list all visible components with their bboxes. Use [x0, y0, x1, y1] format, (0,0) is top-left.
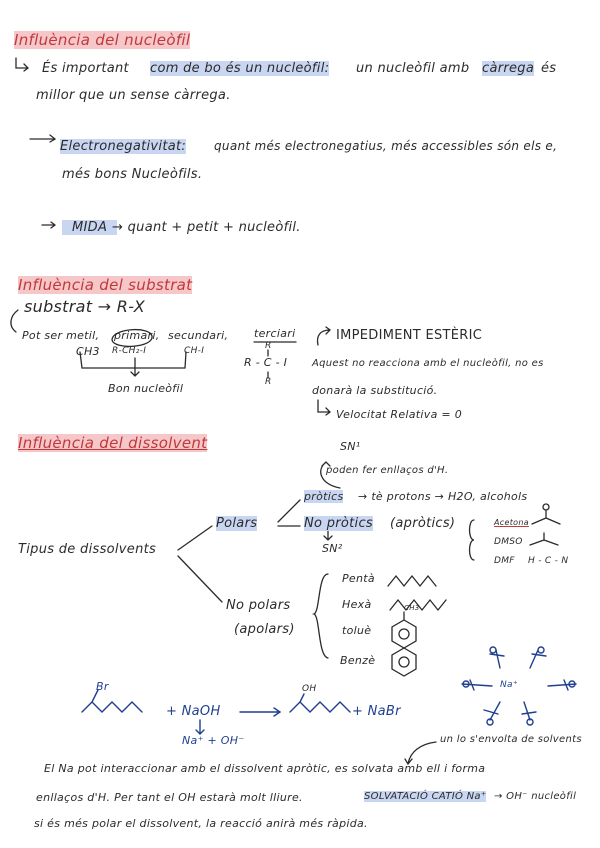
- text-tipus: Tipus de dissolvents: [18, 542, 157, 557]
- text-poden: poden fer enllaços d'H.: [326, 465, 449, 476]
- arrow-mida: [42, 222, 55, 228]
- reaction-arrow: [240, 708, 280, 716]
- text-hexa: Hexà: [342, 598, 372, 611]
- text-important-c: un nucleòfil amb: [356, 61, 470, 76]
- branch-nopolars: [178, 556, 222, 602]
- arrow-electro: [30, 135, 55, 142]
- title-dissolvent: Influència del dissolvent: [18, 434, 208, 452]
- label-electronegativitat: Electronegativitat:: [60, 139, 187, 154]
- text-important-e: és: [541, 61, 557, 76]
- text-ch3: CH3: [76, 345, 100, 358]
- text-velocitat: Velocitat Relativa = 0: [336, 408, 463, 421]
- text-paragraph-1: El Na pot interaccionar amb el dissolvent apròtic, es solvata amb ell i forma: [44, 762, 486, 775]
- hook-arrow-1: [16, 58, 28, 71]
- arrow-impediment: [318, 327, 331, 345]
- text-sn1: SN¹: [340, 440, 361, 453]
- text-acetona: Acetona: [494, 518, 529, 527]
- text-dmf-struct: H - C - N: [528, 556, 569, 566]
- text-terciari: terciari: [254, 327, 296, 340]
- text-nabr: + NaBr: [352, 704, 401, 719]
- struct-r-top: R: [265, 341, 272, 351]
- text-r-ch2-i: R-CH₂-I: [112, 346, 147, 356]
- text-na-center: Na⁺: [500, 680, 518, 690]
- text-un-lo: un lo s'envolta de solvents: [440, 734, 582, 745]
- brace-aprotics: [470, 520, 475, 560]
- text-penta: Pentà: [342, 572, 375, 585]
- arrow-down-primari: [131, 358, 139, 376]
- text-oh: OH: [302, 684, 317, 694]
- text-dmso: DMSO: [494, 537, 523, 547]
- text-no-protics: No pròtics: [304, 516, 373, 531]
- text-electronegativitat: quant més electronegatius, més accessibles són els e,: [214, 139, 558, 153]
- text-substrat: substrat → R-X: [24, 297, 145, 316]
- solvent-6: [522, 702, 536, 720]
- text-important-a: És important: [42, 61, 129, 76]
- text-pot-ser: Pot ser metil,: [22, 329, 100, 342]
- branch-protics: [278, 500, 300, 522]
- branch-polars: [178, 526, 212, 550]
- text-protics-detail: → tè protons → H2O, alcohols: [358, 490, 528, 503]
- title-nucleofil: Influència del nucleòfil: [14, 31, 191, 49]
- title-substrat: Influència del substrat: [18, 276, 193, 294]
- text-tolue: toluè: [342, 624, 372, 637]
- toluene-ring: [392, 620, 416, 648]
- struct-r-bottom: R: [265, 377, 272, 387]
- text-benze: Benzè: [340, 654, 376, 667]
- text-donara: donarà la substitució.: [312, 384, 438, 397]
- text-primari: primari,: [114, 329, 160, 342]
- text-ch3-toluene: CH3: [404, 604, 420, 612]
- brace-apolars: [314, 574, 328, 658]
- ions-arrow: [196, 720, 204, 734]
- text-no-polars: No polars: [226, 598, 291, 613]
- hook-velocitat: [318, 400, 330, 415]
- acetone-struct: [532, 510, 560, 524]
- text-bon-nucleofil: Bon nucleòfil: [108, 382, 184, 395]
- arrow-un-lo: [405, 742, 436, 764]
- text-br: Br: [96, 680, 109, 693]
- text-ions: Na⁺ + OH⁻: [182, 734, 245, 747]
- text-aprotics: (apròtics): [390, 516, 456, 531]
- solvent-2: [530, 650, 546, 668]
- text-mida: → quant + petit + nucleòfil.: [112, 220, 301, 235]
- text-aquest: Aquest no reacciona amb el nucleòfil, no es: [312, 358, 544, 369]
- text-impediment: IMPEDIMENT ESTÈRIC: [336, 328, 483, 343]
- product-chain: [290, 694, 350, 712]
- text-dmf: DMF: [494, 556, 515, 566]
- text-secundari: secundari,: [168, 329, 229, 342]
- text-naoh: + NaOH: [166, 704, 221, 719]
- text-solvatacio: SOLVATACIÓ CATIÓ Na⁺: [364, 791, 487, 802]
- text-apolars: (apolars): [234, 622, 295, 637]
- dmso-struct: [530, 533, 558, 545]
- zigzag-penta: [388, 576, 436, 586]
- text-paragraph-2a: enllaços d'H. Per tant el OH estarà molt lliure.: [36, 791, 303, 804]
- text-paragraph-3: si és més polar el dissolvent, la reacció anirà més ràpida.: [34, 817, 368, 830]
- text-polars: Polars: [216, 516, 258, 531]
- solvent-5: [484, 702, 500, 720]
- text-sn2: SN²: [322, 542, 343, 555]
- text-important-d: càrrega: [482, 61, 535, 76]
- text-millor: millor que un sense càrrega.: [36, 88, 231, 103]
- text-paragraph-2c: → OH⁻ nucleòfil: [494, 791, 577, 802]
- benzene-ring: [392, 648, 416, 676]
- text-bons: més bons Nucleòfils.: [62, 167, 203, 182]
- text-protics: pròtics: [304, 490, 344, 503]
- struct-r-c-i: R - C - I: [244, 356, 288, 369]
- text-ch-i: CH-I: [184, 346, 205, 356]
- reactant-chain: [82, 690, 142, 712]
- text-important-b: com de bo és un nucleòfil:: [150, 61, 330, 76]
- brace-substrat: [11, 310, 18, 332]
- label-mida: MIDA: [62, 220, 117, 235]
